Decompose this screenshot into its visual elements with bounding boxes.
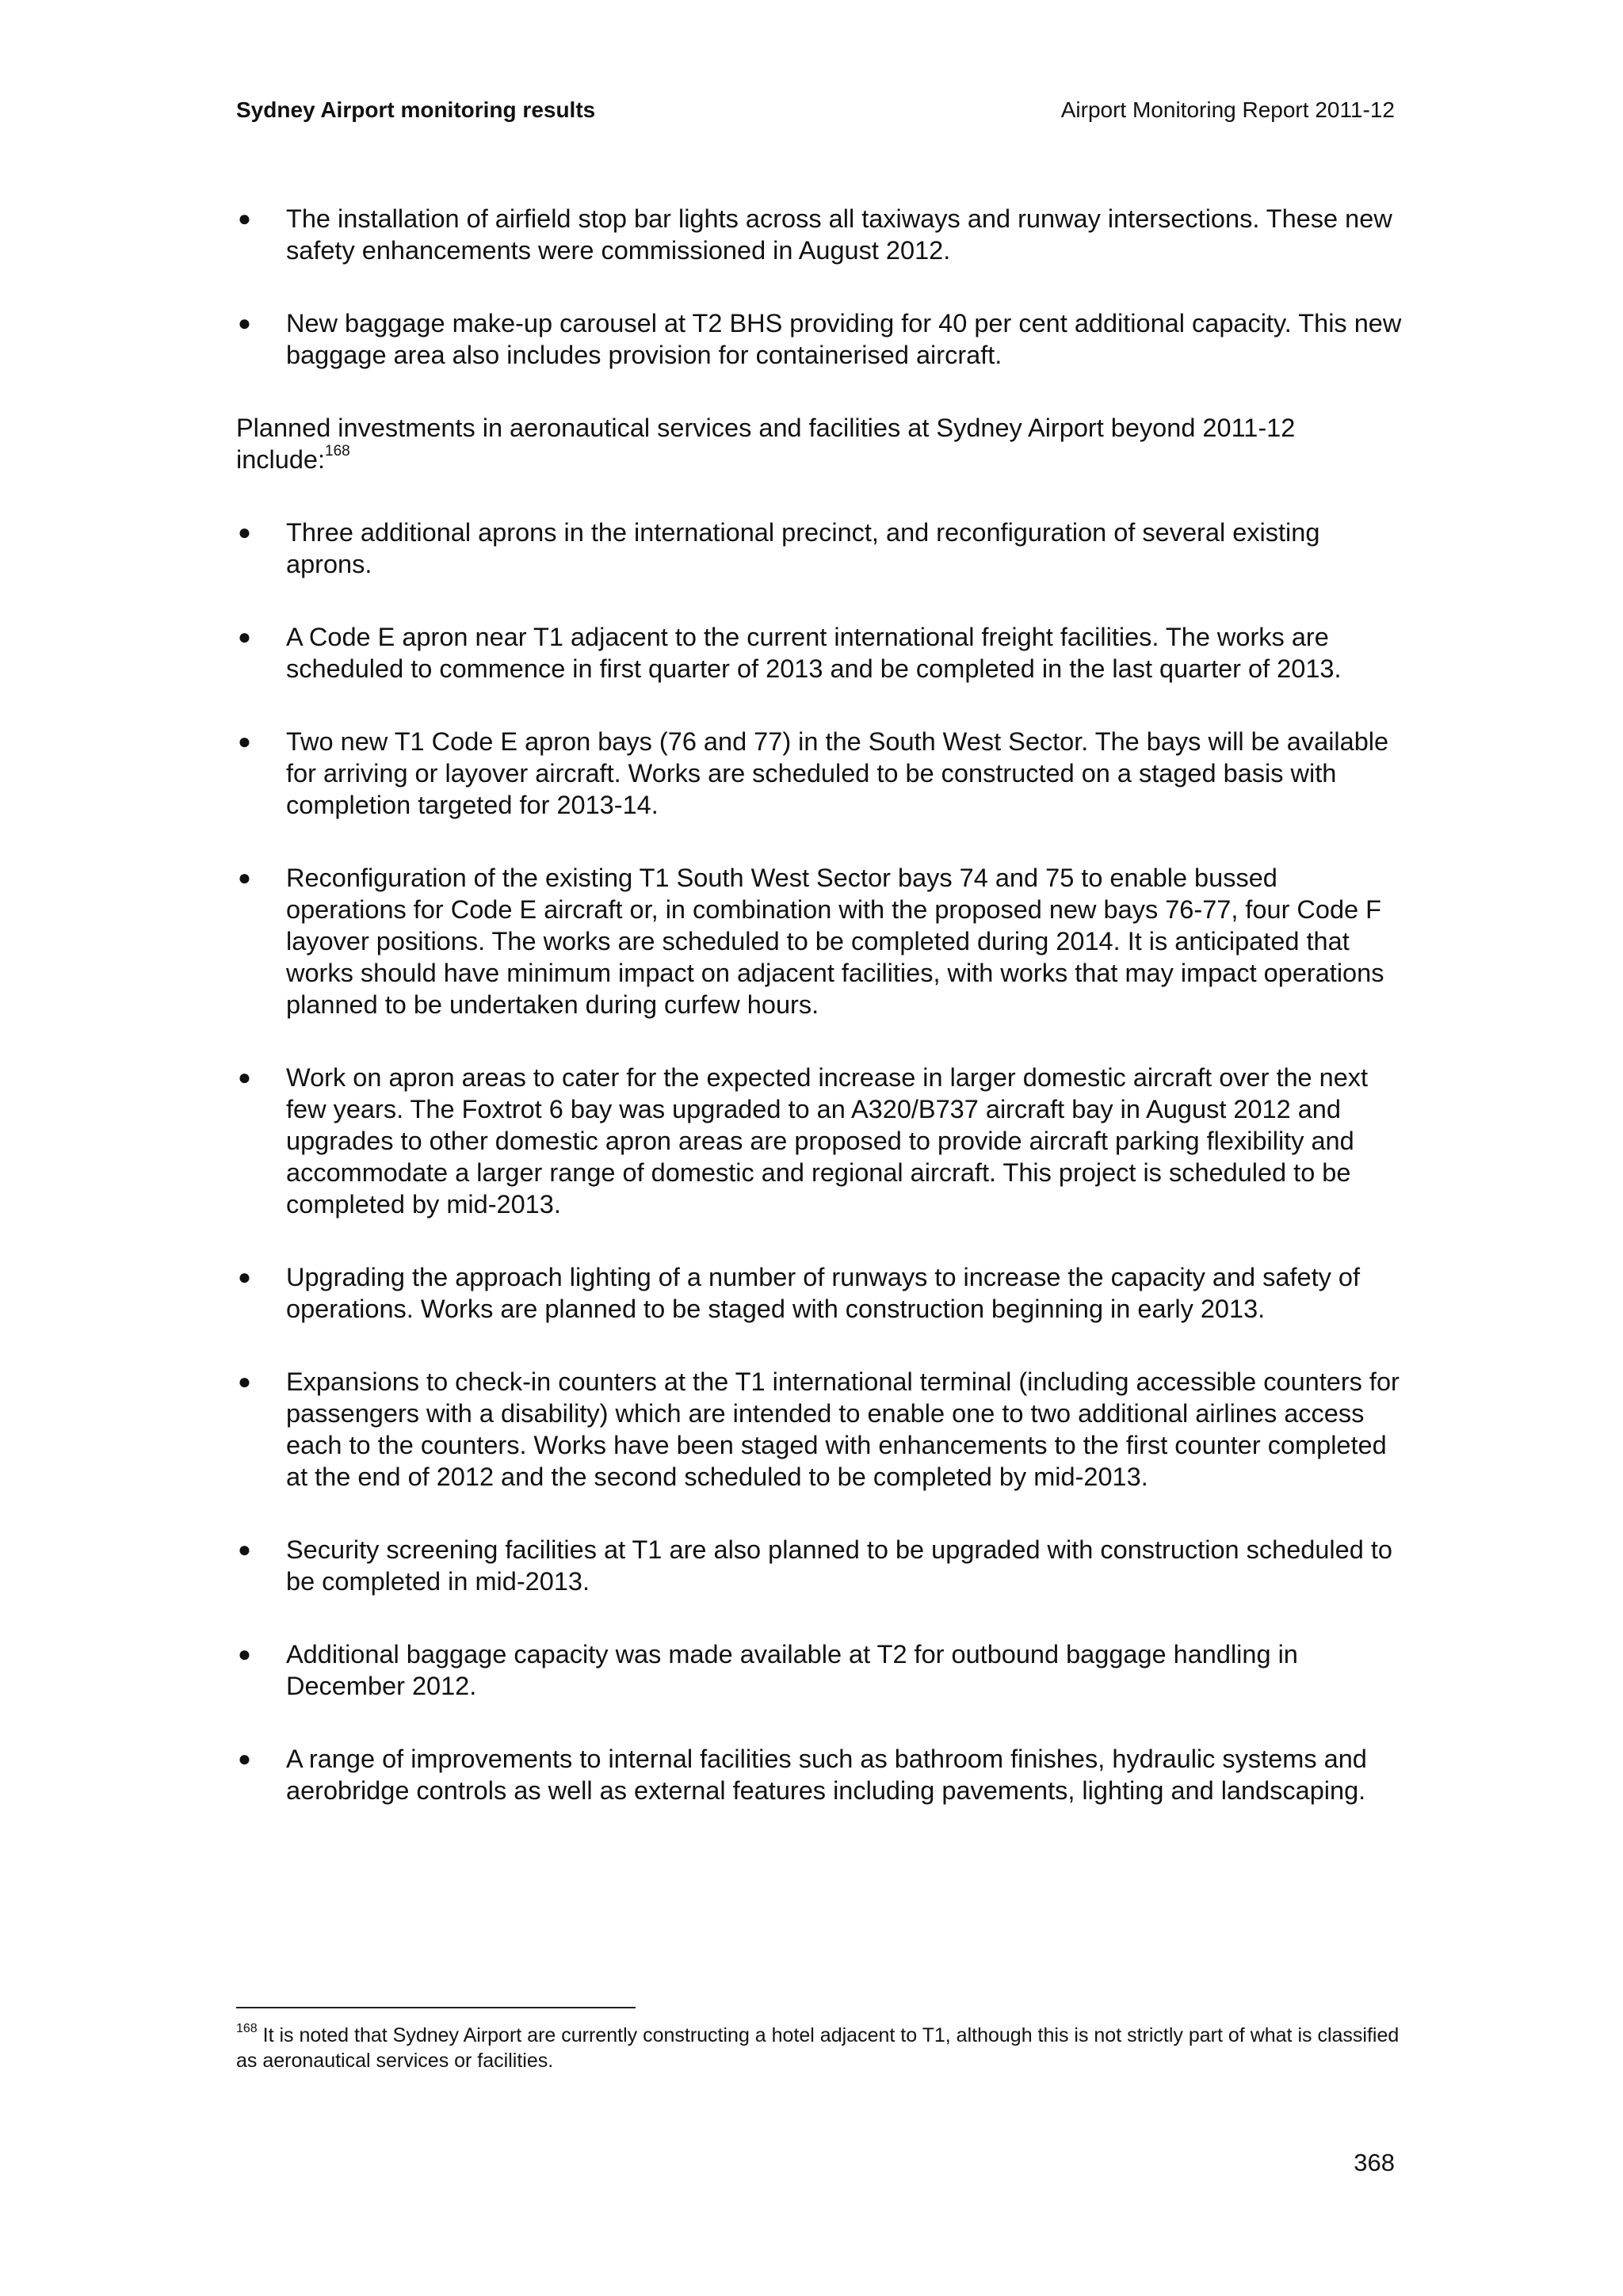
bullet-icon: ● [238, 729, 251, 753]
bullet-icon: ● [238, 1065, 251, 1089]
footnote-number: 168 [236, 2021, 258, 2035]
list-item-text: Reconfiguration of the existing T1 South West Sector bays 74 and 75 to enable bussed operations for Code E aircraft or, in combination with the proposed new bays 76-77, four Code F layover positions. The works are scheduled to be completed during 2014. It is anticipated that works should have minimum impact on adjacent facilities, with works that may impact operations planned to be undertaken during curfew hours. [286, 864, 1384, 1019]
bullet-icon: ● [238, 1369, 251, 1394]
list-item [236, 1366, 1403, 1493]
list-item [236, 307, 1403, 371]
page-header [236, 96, 1395, 128]
bullet-icon: ● [238, 206, 251, 231]
page-number: 368 [1354, 2149, 1395, 2176]
footnote [236, 2023, 1409, 2073]
list-item-text: Additional baggage capacity was made available at T2 for outbound baggage handling in December 2012. [286, 1640, 1298, 1700]
list-item [236, 621, 1403, 685]
list-item-text: Two new T1 Code E apron bays (76 and 77) in the South West Sector. The bays will be available for arriving or layover aircraft. Works are scheduled to be constructed on a staged basis with completion targeted for 2013-14. [286, 727, 1389, 819]
main-content [236, 203, 1403, 1848]
list-item [236, 1638, 1403, 1702]
report-title: Airport Monitoring Report 2011-12 [1060, 97, 1395, 122]
list-item-text: Work on apron areas to cater for the expected increase in larger domestic aircraft over the next few years. The Foxtrot 6 bay was upgraded to an A320/B737 aircraft bay in August 2012 and upgrades to other domestic apron areas are proposed to provide aircraft parking flexibility and accommodate a larger range of domestic and regional aircraft. This project is scheduled to be completed by mid-2013. [286, 1063, 1369, 1219]
paragraph-text: Planned investments in aeronautical services and facilities at Sydney Airport beyond 2011-12 include: [236, 414, 1296, 474]
footnote-separator [236, 2007, 636, 2008]
list-item [236, 1261, 1403, 1325]
list-item [236, 862, 1403, 1020]
bullet-icon: ● [238, 865, 251, 890]
footnote-reference[interactable]: 168 [325, 443, 350, 460]
bullet-icon: ● [238, 1642, 251, 1666]
section-title: Sydney Airport monitoring results [236, 97, 596, 122]
list-item [236, 726, 1403, 821]
bullet-icon: ● [238, 1746, 251, 1771]
list-item [236, 1534, 1403, 1597]
list-item-text: Three additional aprons in the international precinct, and reconfiguration of several existing aprons. [286, 518, 1320, 578]
bullet-icon: ● [238, 1537, 251, 1562]
list-item-text: Expansions to check-in counters at the T1 international terminal (including accessible counters for passengers with a disability) which are intended to enable one to two additional airlines access each to the counters. Works have been staged with enhancements to the first counter completed at the end of 2012 and the second scheduled to be completed by mid-2013. [286, 1367, 1400, 1491]
bullet-icon: ● [238, 520, 251, 544]
planned-investments-paragraph [236, 412, 1403, 475]
list-item-text: A Code E apron near T1 adjacent to the current international freight facilities. The works are scheduled to commence in first quarter of 2013 and be completed in the last quarter of 2013. [286, 623, 1342, 683]
list-item-text: Security screening facilities at T1 are also planned to be upgraded with construction scheduled to be completed in mid-2013. [286, 1535, 1392, 1596]
list-item [236, 1743, 1403, 1806]
list-item [236, 203, 1403, 266]
bullet-icon: ● [238, 1264, 251, 1289]
footnote-text: It is noted that Sydney Airport are currently constructing a hotel adjacent to T1, although this is not strictly part of what is classified as aeronautical services or facilities. [236, 2024, 1400, 2072]
list-item-text: New baggage make-up carousel at T2 BHS providing for 40 per cent additional capacity. This new baggage area also includes provision for containerised aircraft. [286, 309, 1402, 369]
bullet-icon: ● [238, 311, 251, 335]
list-item [236, 517, 1403, 580]
bullet-icon: ● [238, 624, 251, 649]
list-item-text: The installation of airfield stop bar lights across all taxiways and runway intersections. These new safety enhancements were commissioned in August 2012. [286, 204, 1392, 265]
list-item [236, 1062, 1403, 1220]
list-item-text: A range of improvements to internal facilities such as bathroom finishes, hydraulic systems and aerobridge controls as well as external features including pavements, lighting and landscaping. [286, 1745, 1367, 1805]
list-item-text: Upgrading the approach lighting of a number of runways to increase the capacity and safety of operations. Works are planned to be staged with construction beginning in early 2013. [286, 1263, 1360, 1323]
